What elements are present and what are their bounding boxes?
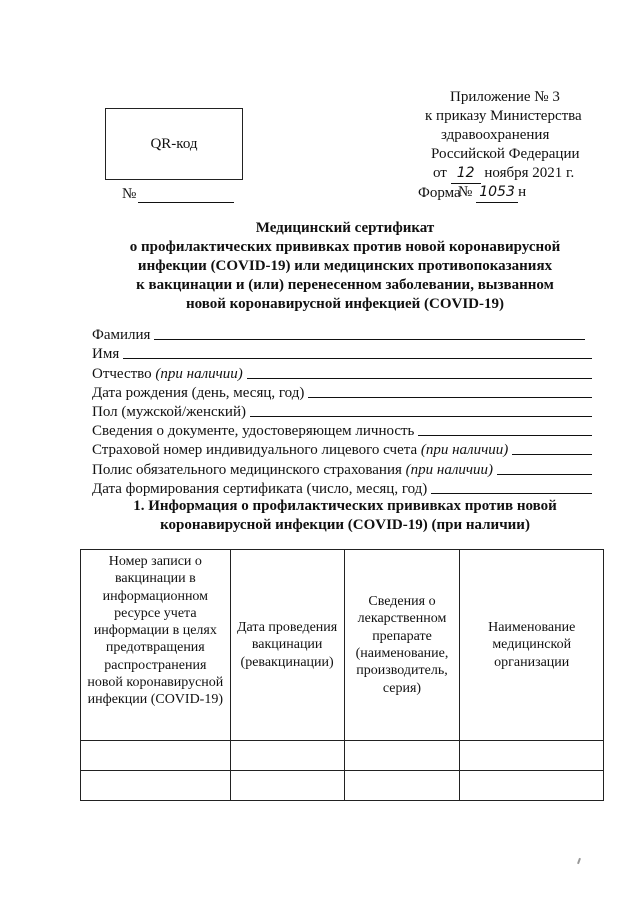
- patronymic-note: (при наличии): [155, 365, 243, 382]
- patronymic-label: Отчество: [92, 365, 152, 382]
- date-rest: ноября 2021 г.: [484, 165, 575, 181]
- certificate-number-field[interactable]: [138, 188, 234, 203]
- header-record-number: Номер записи о вакцинации в информационном ресурсе учета информации в целях предотвращения распространения новой коронавирусной инфекции (COVID-19): [81, 550, 231, 741]
- surname-label: Фамилия: [92, 327, 151, 344]
- id-document-field[interactable]: [418, 435, 592, 436]
- id-document-label: Сведения о документе, удостоверяющем личность: [92, 423, 415, 440]
- form-label: Форма: [418, 185, 461, 201]
- snils-label: Страховой номер индивидуального лицевого счета: [92, 442, 418, 459]
- title-line-1: Медицинский сертификат: [255, 220, 435, 236]
- snils-note: (при наличии): [420, 442, 509, 459]
- section-1-title-line-1: 1. Информация о профилактических прививках против новой: [133, 498, 557, 514]
- certificate-number-label: №: [122, 186, 137, 202]
- appendix-date-line: [433, 164, 574, 184]
- table-cell[interactable]: [230, 741, 344, 771]
- snils-field[interactable]: [512, 454, 592, 455]
- birth-date-row: [92, 383, 592, 402]
- name-row: [92, 344, 592, 363]
- title-line-3: инфекции (COVID-19) или медицинских противопоказаниях: [137, 258, 553, 274]
- cert-date-field[interactable]: [431, 493, 592, 494]
- id-document-row: [92, 421, 592, 440]
- cert-date-label: Дата формирования сертификата (число, месяц, год): [92, 480, 428, 497]
- sex-label: Пол (мужской/женский): [92, 403, 246, 420]
- certificate-number-row: [122, 186, 234, 203]
- section-1-title: [100, 497, 590, 535]
- number-prefix: №: [458, 184, 473, 200]
- vaccination-table: [80, 549, 604, 801]
- scan-speck: [577, 858, 581, 864]
- oms-note: (при наличии): [405, 461, 494, 478]
- title-line-5: новой коронавирусной инфекцией (COVID-19): [186, 296, 504, 312]
- surname-field[interactable]: [154, 339, 585, 340]
- title-line-4: к вакцинации и (или) перенесенном заболевании, вызванном: [136, 277, 554, 293]
- handwritten-day: 12: [451, 164, 481, 184]
- date-prefix: от: [433, 165, 447, 181]
- title-line-2: о профилактических прививках против новой коронавирусной: [129, 239, 561, 255]
- appendix-federation-line: Российской Федерации: [431, 146, 580, 162]
- table-cell[interactable]: [344, 771, 460, 801]
- certificate-title: [110, 219, 580, 314]
- appendix-number-line: [458, 183, 526, 203]
- sex-field[interactable]: [250, 416, 592, 417]
- table-row: [81, 771, 604, 801]
- name-label: Имя: [92, 346, 120, 363]
- snils-row: [92, 440, 592, 459]
- appendix-ministry-line: здравоохранения: [441, 127, 550, 143]
- personal-data-fields: [92, 325, 592, 498]
- table-cell[interactable]: [460, 741, 604, 771]
- oms-label: Полис обязательного медицинского страхования: [92, 461, 402, 478]
- table-row: [81, 741, 604, 771]
- table-cell[interactable]: [81, 741, 231, 771]
- appendix-order-line: к приказу Министерства: [425, 108, 582, 124]
- birth-date-label: Дата рождения (день, месяц, год): [92, 384, 305, 401]
- header-vaccination-date: Дата проведения вакцинации (ревакцинации): [230, 550, 344, 741]
- oms-row: [92, 459, 592, 478]
- header-drug-info: Сведения о лекарственном препарате (наименование, производитель, серия): [344, 550, 460, 741]
- number-suffix: н: [518, 184, 527, 200]
- patronymic-field[interactable]: [247, 378, 592, 379]
- section-1-title-line-2: коронавирусной инфекции (COVID-19) (при наличии): [160, 517, 530, 533]
- table-cell[interactable]: [230, 771, 344, 801]
- qr-code-label: QR-код: [150, 135, 198, 152]
- table-cell[interactable]: [344, 741, 460, 771]
- qr-code-placeholder: [105, 108, 243, 180]
- cert-date-row: [92, 479, 592, 498]
- header-medical-organization: Наименование медицинской организации: [460, 550, 604, 741]
- surname-row: [92, 325, 585, 344]
- oms-field[interactable]: [497, 474, 592, 475]
- table-cell[interactable]: [460, 771, 604, 801]
- handwritten-order-number: 1053: [476, 183, 518, 203]
- patronymic-row: [92, 363, 592, 382]
- sex-row: [92, 402, 592, 421]
- appendix-title: Приложение № 3: [450, 89, 560, 105]
- table-cell[interactable]: [81, 771, 231, 801]
- table-header-row: [81, 550, 604, 741]
- birth-date-field[interactable]: [308, 397, 592, 398]
- name-field[interactable]: [123, 358, 592, 359]
